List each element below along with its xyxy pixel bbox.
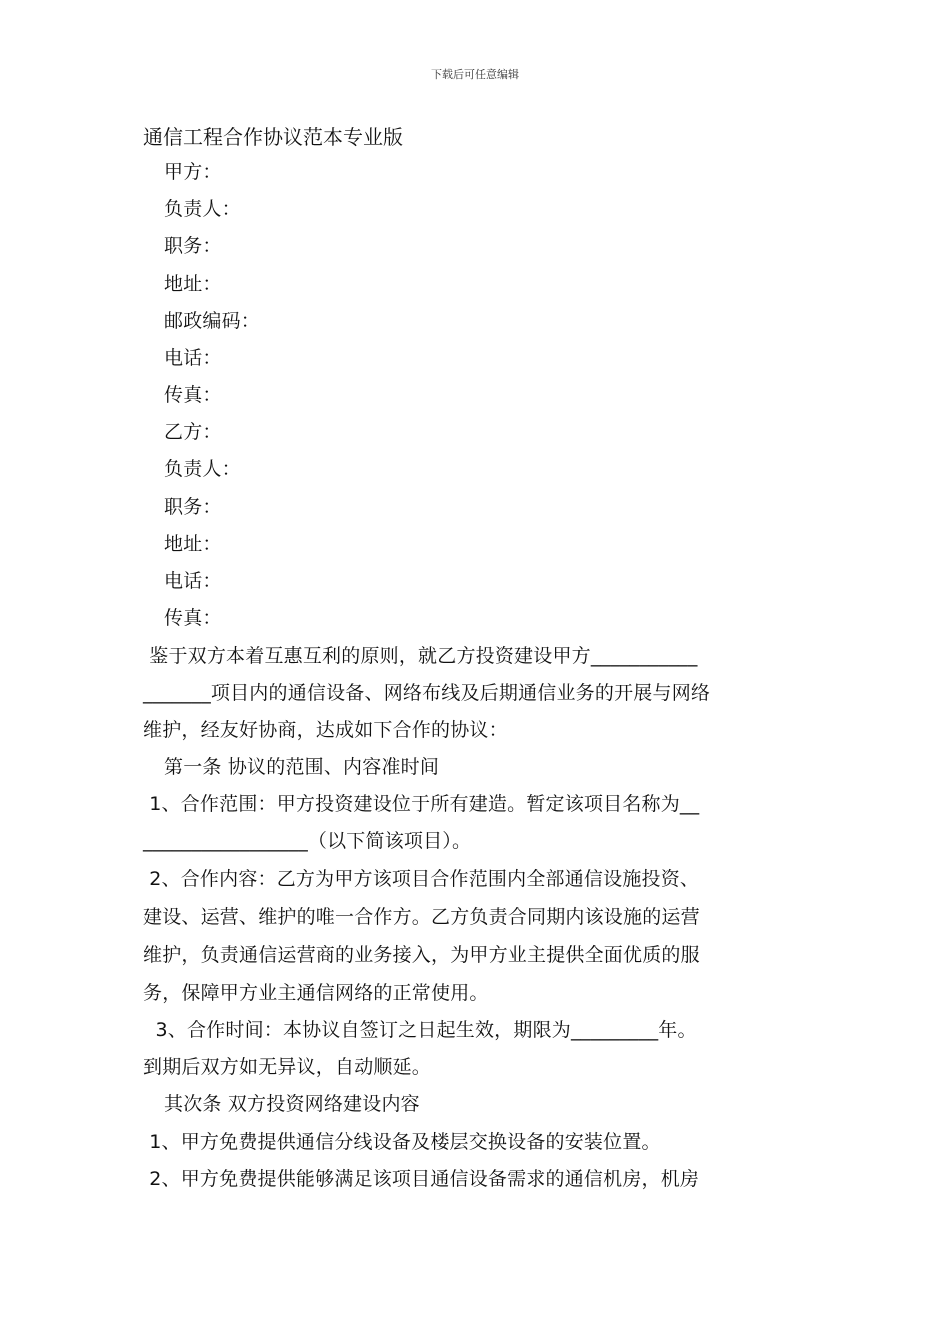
party-a-phone: 电话： [164, 347, 222, 369]
article1-item2-line: 维护，负责通信运营商的业务接入，为甲方业主提供全面优质的服 [143, 944, 700, 966]
preamble-line: 维护，经友好协商，达成如下合作的协议： [143, 719, 508, 741]
article2-item2: 2、甲方免费提供能够满足该项目通信设备需求的通信机房，机房 [143, 1168, 700, 1190]
party-a-fax: 传真： [164, 384, 222, 406]
party-b-label: 乙方： [164, 421, 222, 443]
article2-heading: 其次条 双方投资网络建设内容 [164, 1093, 420, 1115]
party-b-fax: 传真： [164, 607, 222, 629]
party-b-phone: 电话： [164, 570, 222, 592]
party-a-position: 职务： [164, 235, 222, 257]
party-b-manager: 负责人： [164, 458, 241, 480]
article1-item3-line: 到期后双方如无异议，自动顺延。 [143, 1056, 432, 1078]
article2-item1: 1、甲方免费提供通信分线设备及楼层交换设备的安装位置。 [143, 1131, 661, 1153]
article1-item2-line: 务，保障甲方业主通信网络的正常使用。 [143, 982, 489, 1004]
preamble-line: _______项目内的通信设备、网络布线及后期通信业务的开展与网络 [143, 682, 711, 704]
article1-heading: 第一条 协议的范围、内容准时间 [164, 756, 440, 778]
article1-item3-line: 3、合作时间：本协议自签订之日起生效，期限为_________年。 [143, 1019, 697, 1041]
article1-item1-line: _________________（以下简该项目）。 [143, 830, 472, 852]
header-note: 下载后可任意编辑 [431, 68, 519, 81]
article1-item2-line: 2、合作内容：乙方为甲方该项目合作范围内全部通信设施投资、 [143, 868, 700, 890]
party-b-position: 职务： [164, 496, 222, 518]
party-a-postcode: 邮政编码： [164, 310, 261, 332]
article1-item1-line: 1、合作范围：甲方投资建设位于所有建造。暂定该项目名称为__ [143, 793, 700, 815]
party-b-address: 地址： [164, 533, 222, 555]
article1-item2-line: 建设、运营、维护的唯一合作方。乙方负责合同期内该设施的运营 [143, 906, 700, 928]
party-a-address: 地址： [164, 273, 222, 295]
preamble-line: 鉴于双方本着互惠互利的原则，就乙方投资建设甲方___________ [143, 645, 698, 667]
party-a-label: 甲方： [164, 161, 222, 183]
document-title: 通信工程合作协议范本专业版 [143, 125, 403, 149]
party-a-manager: 负责人： [164, 198, 241, 220]
